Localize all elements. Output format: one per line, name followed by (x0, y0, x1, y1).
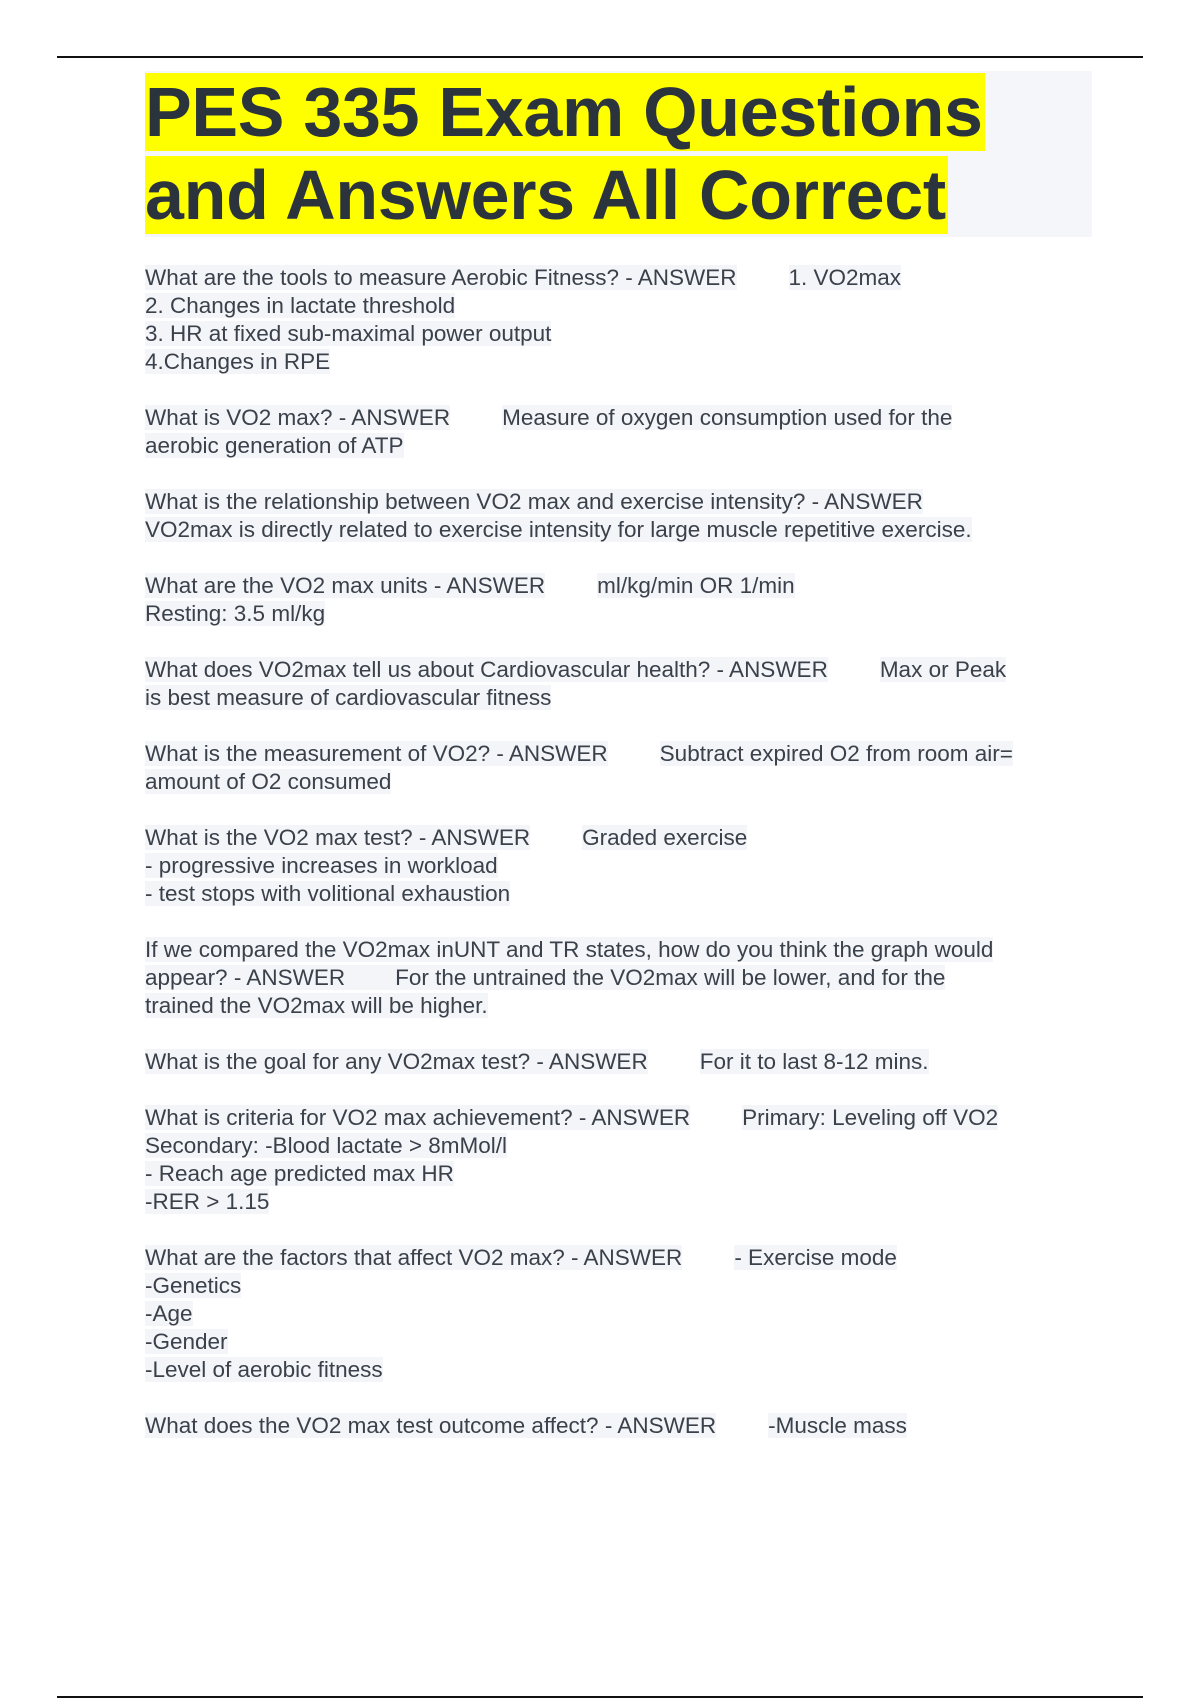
answer-line (145, 992, 1105, 1020)
answer-line (145, 1188, 1105, 1216)
qa-first-line (145, 740, 1105, 768)
answer-line (145, 1328, 1105, 1356)
question-text: What is VO2 max? - ANSWER (145, 405, 451, 430)
qa-item (145, 488, 1105, 544)
qa-first-line (145, 656, 1105, 684)
answer-line (145, 292, 1105, 320)
answer-line-text: - progressive increases in workload (145, 853, 498, 878)
question-text: What is the VO2 max test? - ANSWER (145, 825, 531, 850)
answer-line-text: 2. Changes in lactate threshold (145, 293, 456, 318)
question-text: If we compared the VO2max inUNT and TR states, how do you think the graph would (145, 937, 994, 962)
qa-list (145, 264, 1105, 1440)
answer-line (145, 852, 1105, 880)
answer-line-text: 4.Changes in RPE (145, 349, 331, 374)
bottom-rule (57, 1696, 1143, 1698)
qa-first-line (145, 1104, 1105, 1132)
answer-line-text: amount of O2 consumed (145, 769, 392, 794)
qa-item (145, 936, 1105, 1020)
answer-line (145, 1356, 1105, 1384)
qa-first-line (145, 572, 1105, 600)
answer-text: Measure of oxygen consumption used for the (502, 405, 953, 430)
qa-first-line (145, 1244, 1105, 1272)
answer-line-text: -Age (145, 1301, 193, 1326)
answer-line (145, 1272, 1105, 1300)
answer-line-text: trained the VO2max will be higher. (145, 993, 488, 1018)
answer-text: Max or Peak (879, 657, 1007, 682)
qa-item (145, 1244, 1105, 1384)
answer-text: ml/kg/min OR 1/min (597, 573, 795, 598)
question-text: What are the factors that affect VO2 max? - ANSWER (145, 1245, 683, 1270)
qa-item (145, 656, 1105, 712)
qa-item (145, 572, 1105, 628)
answer-text: Subtract expired O2 from room air= (659, 741, 1013, 766)
answer-line-text: Resting: 3.5 ml/kg (145, 601, 326, 626)
qa-item (145, 740, 1105, 796)
qa-item (145, 824, 1105, 908)
qa-item (145, 264, 1105, 376)
qa-first-line (145, 264, 1105, 292)
answer-line (145, 684, 1105, 712)
qa-first-line (145, 1048, 1105, 1076)
answer-line-text: is best measure of cardiovascular fitness (145, 685, 552, 710)
qa-first-line (145, 488, 1105, 516)
qa-first-line (145, 1412, 1105, 1440)
answer-line (145, 1132, 1105, 1160)
answer-text: For it to last 8-12 mins. (699, 1049, 929, 1074)
answer-line (145, 600, 1105, 628)
question-text: What is the relationship between VO2 max and exercise intensity? - ANSWER (145, 489, 923, 514)
answer-line-text: -Gender (145, 1329, 228, 1354)
qa-item (145, 1104, 1105, 1216)
title-line-2: and Answers All Correct (145, 156, 946, 234)
qa-item (145, 404, 1105, 460)
answer-text: 1. VO2max (788, 265, 902, 290)
qa-first-line (145, 936, 1105, 964)
answer-text: - Exercise mode (734, 1245, 897, 1270)
answer-text: Primary: Leveling off VO2 (742, 1105, 999, 1130)
answer-line-text: -Level of aerobic fitness (145, 1357, 383, 1382)
top-rule (57, 56, 1143, 58)
answer-line (145, 432, 1105, 460)
document-title (145, 71, 985, 237)
qa-item (145, 1048, 1105, 1076)
answer-text: Graded exercise (582, 825, 748, 850)
answer-line-text: aerobic generation of ATP (145, 433, 404, 458)
answer-line-text: -Genetics (145, 1273, 242, 1298)
answer-line (145, 880, 1105, 908)
question-text: What does VO2max tell us about Cardiovascular health? - ANSWER (145, 657, 828, 682)
qa-first-line (145, 404, 1105, 432)
answer-line-text: appear? - ANSWER For the untrained the VO2max will be lower, and for the (145, 965, 946, 990)
answer-line (145, 1160, 1105, 1188)
answer-line (145, 320, 1105, 348)
answer-line-text: -RER > 1.15 (145, 1189, 270, 1214)
question-text: What are the tools to measure Aerobic Fitness? - ANSWER (145, 265, 737, 290)
title-line-1: PES 335 Exam Questions (145, 73, 983, 151)
answer-line (145, 348, 1105, 376)
qa-item (145, 1412, 1105, 1440)
answer-line-text: - Reach age predicted max HR (145, 1161, 454, 1186)
qa-first-line (145, 824, 1105, 852)
answer-line (145, 1300, 1105, 1328)
question-text: What is criteria for VO2 max achievement? - ANSWER (145, 1105, 691, 1130)
answer-line-text: VO2max is directly related to exercise intensity for large muscle repetitive exercise. (145, 517, 972, 542)
question-text: What is the measurement of VO2? - ANSWER (145, 741, 608, 766)
question-text: What does the VO2 max test outcome affect? - ANSWER (145, 1413, 717, 1438)
question-text: What is the goal for any VO2max test? - ANSWER (145, 1049, 648, 1074)
answer-line (145, 768, 1105, 796)
answer-text: -Muscle mass (768, 1413, 907, 1438)
answer-line-text: Secondary: -Blood lactate > 8mMol/l (145, 1133, 508, 1158)
answer-line-text: - test stops with volitional exhaustion (145, 881, 511, 906)
answer-line (145, 516, 1105, 544)
question-text: What are the VO2 max units - ANSWER (145, 573, 546, 598)
answer-line-text: 3. HR at fixed sub-maximal power output (145, 321, 552, 346)
answer-line (145, 964, 1105, 992)
